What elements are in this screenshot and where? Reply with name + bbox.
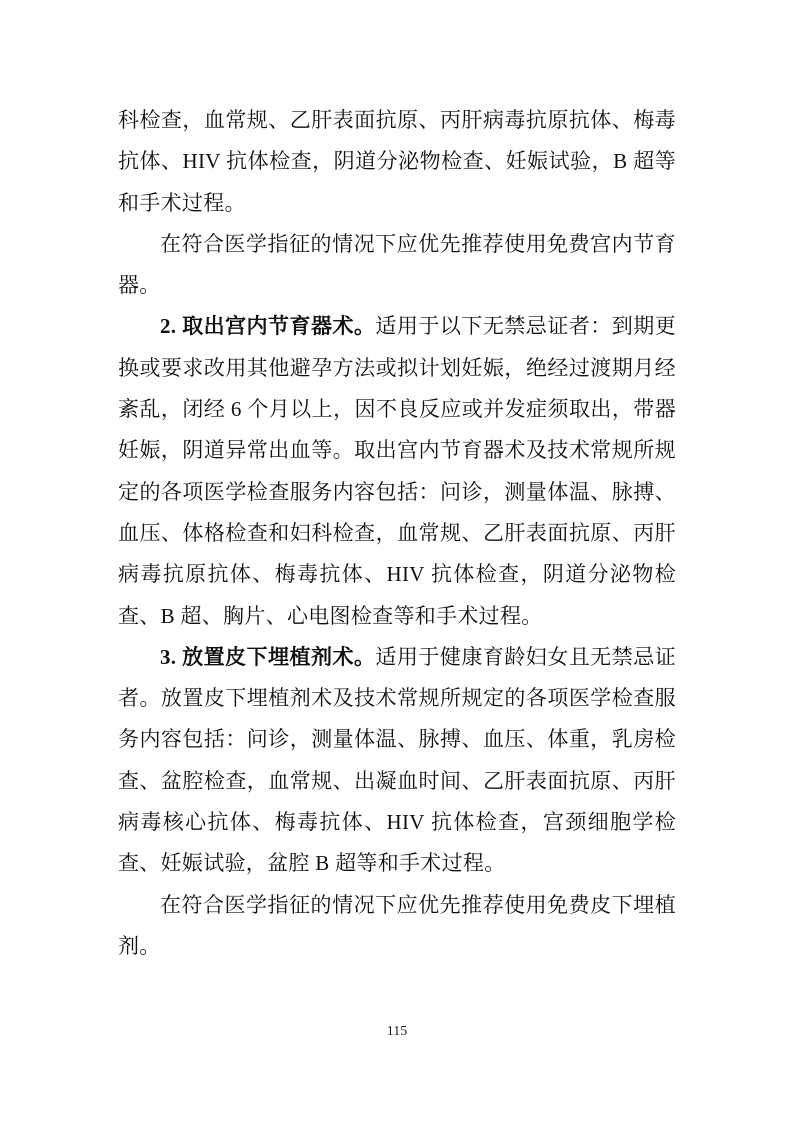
- document-body: [118, 100, 676, 967]
- paragraph-text: 在符合医学指征的情况下应优先推荐使用免费宫内节育器。: [118, 231, 676, 298]
- paragraph-iud-recommendation: [118, 224, 676, 307]
- paragraph-implant-recommendation: [118, 885, 676, 968]
- page-footer: [0, 1022, 794, 1042]
- paragraph-lead-bold: 2. 取出宫内节育器术。: [160, 314, 376, 339]
- page-number: 115: [386, 1024, 408, 1039]
- paragraph-text: 在符合医学指征的情况下应优先推荐使用免费皮下埋植剂。: [118, 892, 676, 958]
- paragraph-text: 科检查，血常规、乙肝表面抗原、丙肝病毒抗原抗体、梅毒抗体、HIV 抗体检查，阴道分泌物检查、妊娠试验，B 超等和手术过程。: [118, 108, 676, 215]
- paragraph-implant-placement: [118, 637, 676, 885]
- paragraph-continuation: [118, 100, 676, 224]
- paragraph-iud-removal: [118, 306, 676, 636]
- paragraph-lead-bold: 3. 放置皮下埋植剂术。: [160, 644, 376, 669]
- paragraph-text: 适用于健康育龄妇女且无禁忌证者。放置皮下埋植剂术及技术常规所规定的各项医学检查服务内容包括：问诊，测量体温、脉搏、血压、体重，乳房检查、盆腔检查，血常规、出凝血时间、乙肝表面抗原、丙肝病毒核心抗体、梅毒抗体、HIV 抗体检查，宫颈细胞学检查、妊娠试验，盆腔 B 超等和手术过程。: [118, 644, 676, 876]
- paragraph-text: 适用于以下无禁忌证者：到期更换或要求改用其他避孕方法或拟计划妊娠，绝经过渡期月经紊乱，闭经 6 个月以上，因不良反应或并发症须取出，带器妊娠，阴道异常出血等。取出宫内节育器术及技术常规所规定的各项医学检查服务内容包括：问诊，测量体温、脉搏、血压、体格检查和妇科检查，血常规、乙肝表面抗原、丙肝病毒抗原抗体、梅毒抗体、HIV 抗体检查，阴道分泌物检查、B 超、胸片、心电图检查等和手术过程。: [118, 314, 676, 628]
